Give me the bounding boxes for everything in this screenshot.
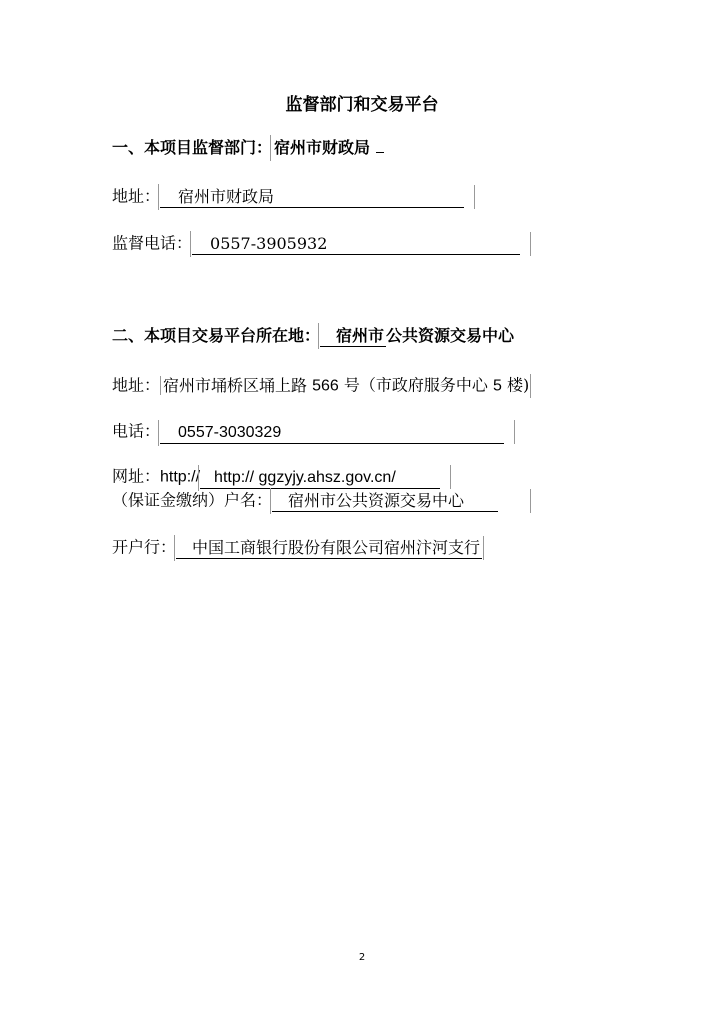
platform-address-label: 地址： bbox=[112, 375, 161, 395]
section1-heading-line bbox=[112, 138, 384, 158]
underline-mark bbox=[376, 138, 384, 153]
web-url-link[interactable]: http:// ggzyjy.ahsz.gov.cn/ bbox=[200, 468, 440, 489]
field-end-bar bbox=[530, 232, 531, 256]
platform-address-floor: 5 bbox=[493, 377, 502, 395]
web-label: 网址： bbox=[112, 466, 161, 486]
web-prefix: http:// bbox=[160, 468, 201, 486]
platform-city: 宿州市 bbox=[320, 326, 386, 347]
platform-address-b: 号（市政府服务中心 bbox=[343, 375, 488, 395]
platform-address-c: 楼) bbox=[507, 375, 530, 395]
platform-phone-value: 0557-3030329 bbox=[160, 423, 504, 444]
address-label: 地址： bbox=[112, 186, 161, 206]
bank-value: 中国工商银行股份有限公司宿州汴河支行 bbox=[176, 538, 482, 559]
supervision-dept-value: 宿州市财政局 bbox=[274, 138, 371, 157]
section2-phone-line bbox=[112, 420, 515, 444]
section2-address-line bbox=[112, 374, 531, 398]
platform-center: 公共资源交易中心 bbox=[386, 326, 515, 345]
field-end-bar bbox=[483, 536, 484, 560]
platform-phone-label: 电话： bbox=[112, 421, 161, 441]
section2-account-line bbox=[112, 489, 531, 513]
section2-heading-line bbox=[112, 326, 514, 347]
field-end-bar bbox=[530, 489, 531, 513]
account-name-label: （保证金缴纳）户名： bbox=[112, 490, 273, 510]
section1-address-line bbox=[112, 185, 475, 209]
supervision-phone-label: 监督电话： bbox=[112, 233, 193, 253]
section2-bank-line bbox=[112, 536, 484, 560]
account-name-value: 宿州市公共资源交易中心 bbox=[272, 491, 498, 512]
section2-heading: 二、本项目交易平台所在地： bbox=[112, 326, 321, 345]
platform-address-a: 宿州市埇桥区埇上路 bbox=[160, 376, 307, 395]
page-title: 监督部门和交易平台 bbox=[285, 95, 439, 115]
section2-web-line bbox=[112, 465, 451, 489]
address-value: 宿州市财政局 bbox=[160, 187, 464, 208]
field-end-bar bbox=[474, 185, 475, 209]
section1-phone-line bbox=[112, 232, 531, 256]
supervision-phone-value: 0557-3905932 bbox=[192, 234, 520, 255]
section1-heading: 一、本项目监督部门： bbox=[112, 138, 273, 157]
platform-address-number: 566 bbox=[312, 377, 339, 395]
page-number: 2 bbox=[358, 952, 366, 963]
field-end-bar bbox=[514, 420, 515, 444]
field-end-bar bbox=[530, 374, 531, 398]
field-end-bar bbox=[450, 465, 451, 489]
bank-label: 开户行： bbox=[112, 537, 177, 557]
